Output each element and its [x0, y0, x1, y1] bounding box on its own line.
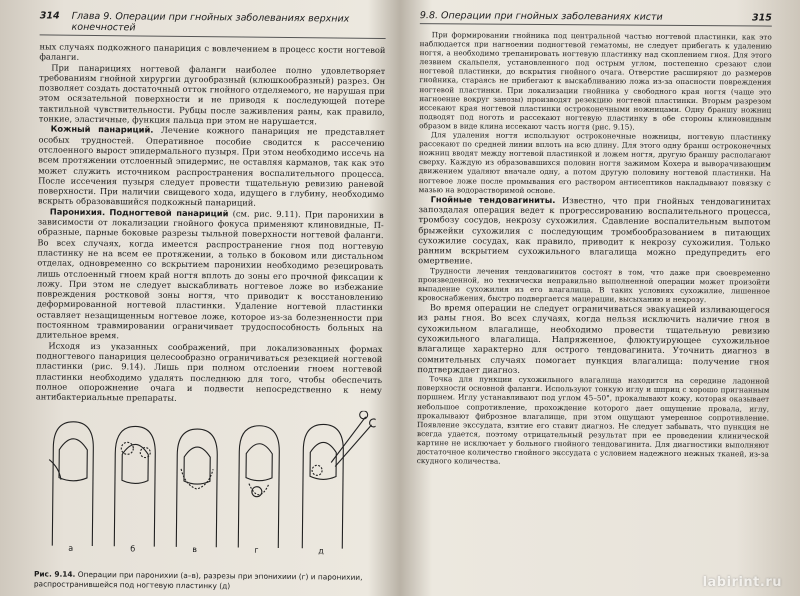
section-heading: Подногтевой панариций: [109, 206, 229, 219]
section-heading: Гнойные тендовагиниты.: [430, 193, 556, 205]
figure-letters: [34, 544, 354, 561]
right-page: [398, 0, 800, 596]
paragraph: Во время операции не следует ограничиваться эвакуацией изливающегося из раны гноя. Во всех случаях, когда нельзя исключить наличие гноя в сухожильном влагалище, необходимо провести тщательную ревизию сухожильного влагалища. Напряженное, флюктуирующее сухожильное влагалище характерно для острого тендовагинита. Уточнить диагноз в сомнительных случаях помогает пункция влагалища: получение гноя подтверждает диагноз.: [417, 302, 770, 375]
paragraph-text: Лечение кожного панариция не представляет особых трудностей. Оперативное пособие сводится к рассечению отслоенного вырост эпидермального пузыря. При этом необходимо иссечь на всем протяжении отслоенный эпидермис, не оставляя карманов, так как это может служить источником распространения воспалительного процесса. После иссечения пузыря следует провести тщательную ревизию раневой поверхности. При наличии свищевого хода, идущего в глубину, необходимо вскрыть образовавшийся подкожный панариций.: [37, 125, 385, 209]
paragraph: При панарициях ногтевой фаланги наиболее полно удовлетворяет требованиям гнойной хирургии дугообразный (клюшкообразный) разрез. Он позволяет создать достаточный отток гнойного отделяемого, не нарушая при этом осязательной поверхности и не приводя к последующей потере тактильной чувствительности. Рубцы после заживления раны, как правило, тонкие, эластичные, функция пальца при этом не нарушается.: [38, 62, 386, 127]
figure-letter-d: д: [318, 546, 324, 556]
figure-letter-b: б: [130, 544, 136, 554]
paragraph: Для удаления ногтя используют остроконечные ножницы, ногтевую пластинку рассекают по средней линии вплоть на всю длину. Для этого одну бранш остроконечных ножниц вводят между ногтевой пластинкой и ложем ногтя, другую браншу располагают сверху. Каждую из образовавшихся половин ногтя зажимом Кохера и выворачивающим движением удаляют вначале одну, а потом другую половину ногтевой пластинки. На ногтевое ложе после промывания его раствором антисептиков накладывают повязку с мазью на водорастворимой основе.: [418, 130, 772, 195]
paragraph: Точка для пункции сухожильного влагалища находится на середине ладонной поверхности основной фаланги. Используют тонкую иглу и шприц с хорошо пригнанным поршнем. Иглу устанавливают под углом 45–50°, прокалывают кожу, которая оказывает небольшое сопротивление, прохождение которого дает ощущение провала, иглу, прокалывают фиброзное влагалище, при этом ощущают умеренное сопротивление. Появление экссудата, взятие его ставит диагноз. Не следует забывать, что пункция не всегда удается, поэтому отрицательный результат при ее проведении клинической картине не исключает у больного гнойного тендовагинита. Для диагностики выполняют достаточное количество гнойного экссудата с условием надежного нежных тканей, из-за скудного количества.: [416, 374, 770, 466]
section-heading: Кожный панариций.: [50, 123, 154, 135]
page-number-left: 314: [39, 10, 60, 22]
caption-text: Операции при паронихии (а–в), разрезы при эпонихиии (г) и паронихии, распространившейся под ногтевую пластинку (д): [33, 570, 363, 591]
finger-illustrations: [34, 408, 375, 555]
figure-letter-v: в: [192, 545, 198, 555]
figure-letter-g: г: [254, 546, 259, 556]
section-heading: Паронихия.: [49, 206, 106, 217]
paragraph: [418, 194, 770, 269]
paragraph: ных случаях подкожного панариция с вовлечением в процесс кости ногтевой фаланги.: [39, 41, 386, 63]
paragraph: При формировании гнойника под центральной частью ногтевой пластинки, как это наблюдается при нагноении подногтевой гематомы, не следует прибегать к удалению ногтя, а необходимо трепанировать ногтевую пластинку над скоплением гноя. Для этого лезвием скальпеля, установленного под острым углом, постепенно срезают слои ногтевой пластинки, до вскрытия гнойного очага. Отверстие расширяют до размеров гнойника, стараясь не прибегают к выскабливанию ложа из-за опасности повреждения ногтевой пластинки. При локализации гнойника у свободного края ногтя (чаще это нагноение вокруг занозы) производят резекцию ногтевой пластинки. Вторым разрезом иссекают края ногтевой пластинки остроконечными ножницами. Одну браншу ножниц подводят под ноготь и рассекают ногтевую пластинку в обе стороны клиновидным образом в виде клина иссекают часть ногтя (рис. 9.15).: [419, 30, 772, 132]
figure-letter-a: а: [68, 544, 74, 554]
paragraph: [38, 124, 385, 210]
paragraph-text: Известно, что при гнойных тендовагинитах запоздалая операция ведет к прогрессированию воспалительного процесса, тромбозу сосудов, некрозу сухожилия. Сдавление воспалительным выпотом брыжейки сухожилия с последующим тромбообразованием в питающих сухожилие сосудах, как правило, приводит к некрозу сухожилия. Только ранним вскрытием сухожильного влагалища можно предупредить его омертвение.: [418, 194, 771, 266]
paragraph: Исходя из указанных соображений, при локализованных формах подногтевого панариция целесообразно ограничиваться резекцией ногтевой пластинки (рис. 9.14). Лишь при полном отслоении гноем ногтевой пластинки необходимо удалять последнюю для того, чтобы обеспечить полное опорожнение очага и подвести непосредственно к нему антибактериальные препараты.: [35, 340, 383, 403]
running-head-left: Глава 9. Операции при гнойных заболеваниях верхних конечностей: [71, 10, 350, 34]
running-header-left: [40, 10, 386, 39]
running-header-right: [420, 10, 772, 26]
paragraph-text: (см. рис. 9.11). При паронихии в зависимости от локализации гнойного фокуса применяют клиновидные, П-образные, парные боковые разрезы тыльной поверхности ногтевой фаланги. Во всех случаях, когда имеется распространение гноя под ногтевую пластинку не на всем ее протяжении, а только в боковом или дистальном отделах, одновременно со вскрытием паронихии необходимо резецировать лишь отслоенный гноем край ногтя вплоть до зоны его прочной фиксации к ложу. При этом не следует выскабливать ногтевое ложе во избежание повреждения ростковой зоны ногтя, что приводит к восстановлению деформированной ногтевой пластинки. Удаление ногтевой пластинки оставляет незащищенным ногтевое ложе, которое из-за болезненности при постоянном травмировании ограничивает трудоспособность больных на длительное время.: [36, 208, 384, 341]
paragraph: [36, 206, 383, 343]
paragraph: Трудности лечения тендовагинитов состоят в том, что даже при своевременно произведенной, но технически неправильно выполненной операции может произойти выпадение сухожилия из его влагалища. В таких условиях сухожилие, лишенное кровоснабжения, быстро подвергается мацерации, высыханию и некрозу.: [417, 265, 771, 305]
caption-label: Рис. 9.14.: [33, 569, 76, 580]
page-number-right: 315: [752, 12, 772, 24]
figure-caption: [34, 570, 380, 592]
figure-9-14: [34, 408, 382, 572]
watermark: labirint.ru: [702, 575, 782, 590]
running-head-right: 9.8. Операции при гнойных заболеваниях кисти: [419, 10, 663, 23]
